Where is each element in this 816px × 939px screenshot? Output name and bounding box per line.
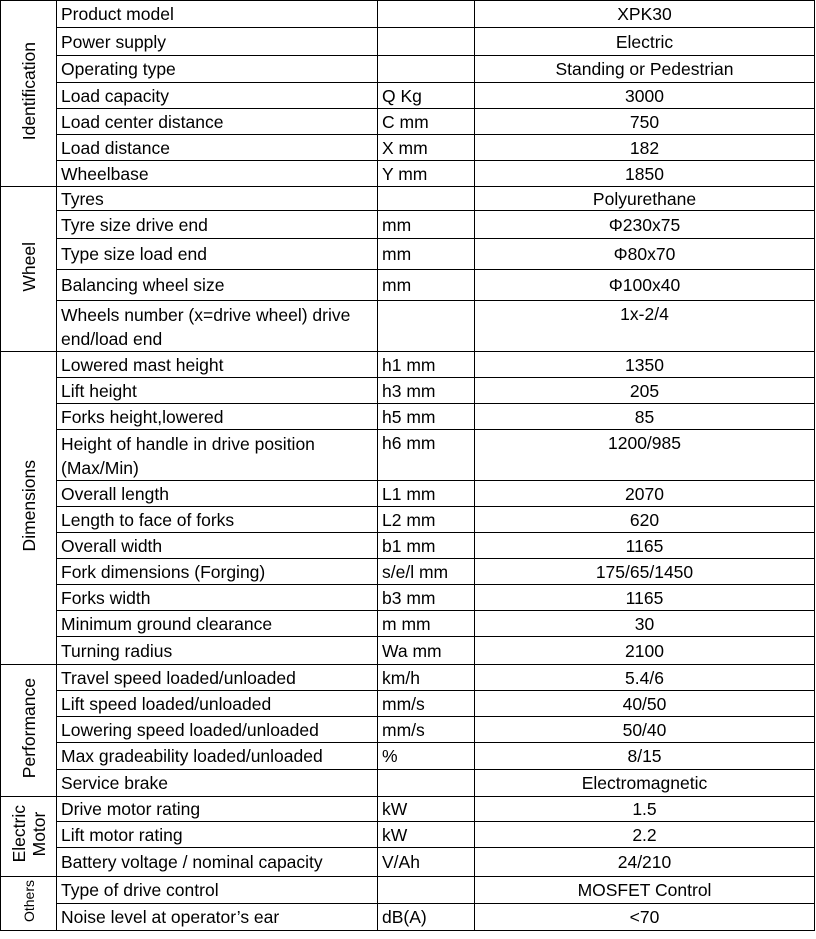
table-row — [1, 904, 815, 931]
spec-unit: mm — [378, 211, 475, 239]
spec-value: 50/40 — [475, 717, 815, 743]
spec-unit: h1 mm — [378, 352, 475, 378]
spec-unit: dB(A) — [378, 904, 475, 931]
spec-unit: % — [378, 743, 475, 770]
spec-unit: X mm — [378, 135, 475, 161]
spec-value: Polyurethane — [475, 187, 815, 211]
section-identification — [1, 1, 57, 187]
spec-name: Max gradeability loaded/unloaded — [57, 743, 378, 770]
section-label: Identification — [18, 41, 39, 141]
table-row — [1, 877, 815, 904]
table-row — [1, 56, 815, 83]
table-row — [1, 404, 815, 430]
spec-unit — [378, 56, 475, 83]
section-performance — [1, 665, 57, 797]
table-row — [1, 533, 815, 559]
table-row — [1, 665, 815, 691]
section-others — [1, 877, 57, 931]
spec-name: Lift speed loaded/unloaded — [57, 691, 378, 717]
spec-name: Lowered mast height — [57, 352, 378, 378]
spec-value: 85 — [475, 404, 815, 430]
table-row — [1, 211, 815, 239]
spec-unit: Q Kg — [378, 83, 475, 109]
spec-name: Type of drive control — [57, 877, 378, 904]
spec-unit: L2 mm — [378, 507, 475, 533]
table-row — [1, 1, 815, 28]
table-row — [1, 585, 815, 611]
spec-value: <70 — [475, 904, 815, 931]
spec-value: 175/65/1450 — [475, 559, 815, 585]
spec-name: Product model — [57, 1, 378, 28]
spec-name: Tyres — [57, 187, 378, 211]
table-row — [1, 691, 815, 717]
spec-unit — [378, 770, 475, 797]
section-electric-motor — [1, 797, 57, 877]
table-row — [1, 270, 815, 301]
spec-value: 1350 — [475, 352, 815, 378]
table-row — [1, 378, 815, 404]
spec-unit: Wa mm — [378, 637, 475, 665]
table-row — [1, 770, 815, 797]
spec-name: Forks height,lowered — [57, 404, 378, 430]
table-row — [1, 28, 815, 56]
table-row — [1, 717, 815, 743]
spec-unit — [378, 1, 475, 28]
spec-name: Wheelbase — [57, 161, 378, 187]
section-label-line: Electric — [8, 805, 29, 863]
spec-value: XPK30 — [475, 1, 815, 28]
table-row — [1, 83, 815, 109]
spec-name: Lowering speed loaded/unloaded — [57, 717, 378, 743]
table-row — [1, 187, 815, 211]
spec-unit: kW — [378, 822, 475, 848]
spec-value: 1x-2/4 — [475, 301, 815, 352]
spec-name: Service brake — [57, 770, 378, 797]
table-row — [1, 848, 815, 877]
spec-value: 182 — [475, 135, 815, 161]
spec-name: Battery voltage / nominal capacity — [57, 848, 378, 877]
section-label-line: Motor — [28, 811, 49, 857]
spec-unit: mm — [378, 270, 475, 301]
section-label: Dimensions — [18, 459, 39, 552]
spec-name: Height of handle in drive position (Max/Min) — [57, 430, 378, 481]
spec-value: 2100 — [475, 637, 815, 665]
spec-value: 1850 — [475, 161, 815, 187]
spec-unit — [378, 301, 475, 352]
spec-value: 24/210 — [475, 848, 815, 877]
spec-unit — [378, 28, 475, 56]
spec-name: Drive motor rating — [57, 797, 378, 822]
spec-name: Wheels number (x=drive wheel) drive end/load end — [57, 301, 378, 352]
spec-value: Electric — [475, 28, 815, 56]
spec-unit: L1 mm — [378, 481, 475, 507]
section-label: Performance — [18, 677, 39, 779]
spec-name: Overall length — [57, 481, 378, 507]
spec-value: 3000 — [475, 83, 815, 109]
spec-unit — [378, 187, 475, 211]
section-label: Wheel — [18, 241, 39, 292]
section-label: Others — [20, 879, 37, 922]
spec-unit: h5 mm — [378, 404, 475, 430]
spec-unit: h6 mm — [378, 430, 475, 481]
spec-unit: b1 mm — [378, 533, 475, 559]
spec-unit: m mm — [378, 611, 475, 637]
spec-value: Φ100x40 — [475, 270, 815, 301]
table-row — [1, 743, 815, 770]
spec-unit: s/e/l mm — [378, 559, 475, 585]
table-row — [1, 507, 815, 533]
spec-name: Lift height — [57, 378, 378, 404]
spec-name: Minimum ground clearance — [57, 611, 378, 637]
spec-value: 205 — [475, 378, 815, 404]
table-row — [1, 611, 815, 637]
spec-name: Balancing wheel size — [57, 270, 378, 301]
spec-unit: mm — [378, 239, 475, 270]
spec-name: Tyre size drive end — [57, 211, 378, 239]
spec-unit — [378, 877, 475, 904]
spec-value: 40/50 — [475, 691, 815, 717]
spec-name: Noise level at operator’s ear — [57, 904, 378, 931]
table-row — [1, 239, 815, 270]
section-dimensions — [1, 352, 57, 665]
spec-name: Load capacity — [57, 83, 378, 109]
spec-unit: km/h — [378, 665, 475, 691]
spec-value: 1165 — [475, 585, 815, 611]
spec-name: Overall width — [57, 533, 378, 559]
spec-value: 5.4/6 — [475, 665, 815, 691]
spec-value: Standing or Pedestrian — [475, 56, 815, 83]
spec-value: 750 — [475, 109, 815, 135]
table-row — [1, 352, 815, 378]
spec-value: 1165 — [475, 533, 815, 559]
spec-value: MOSFET Control — [475, 877, 815, 904]
spec-value: 2070 — [475, 481, 815, 507]
section-label — [9, 805, 49, 862]
spec-value: 2.2 — [475, 822, 815, 848]
section-wheel — [1, 187, 57, 352]
spec-value: Φ80x70 — [475, 239, 815, 270]
spec-value: 620 — [475, 507, 815, 533]
spec-unit: h3 mm — [378, 378, 475, 404]
table-row — [1, 637, 815, 665]
spec-name: Load distance — [57, 135, 378, 161]
table-row — [1, 430, 815, 481]
spec-unit: V/Ah — [378, 848, 475, 877]
spec-name: Length to face of forks — [57, 507, 378, 533]
spec-value: 30 — [475, 611, 815, 637]
spec-name: Forks width — [57, 585, 378, 611]
table-row — [1, 161, 815, 187]
spec-name: Power supply — [57, 28, 378, 56]
spec-value: Φ230x75 — [475, 211, 815, 239]
spec-unit: mm/s — [378, 717, 475, 743]
spec-name: Type size load end — [57, 239, 378, 270]
table-row — [1, 797, 815, 822]
spec-name: Load center distance — [57, 109, 378, 135]
spec-unit: b3 mm — [378, 585, 475, 611]
spec-unit: Y mm — [378, 161, 475, 187]
spec-value: 1.5 — [475, 797, 815, 822]
spec-name: Fork dimensions (Forging) — [57, 559, 378, 585]
spec-value: 8/15 — [475, 743, 815, 770]
spec-unit: mm/s — [378, 691, 475, 717]
spec-name: Operating type — [57, 56, 378, 83]
table-row — [1, 301, 815, 352]
table-row — [1, 559, 815, 585]
spec-unit: kW — [378, 797, 475, 822]
table-row — [1, 109, 815, 135]
table-row — [1, 822, 815, 848]
spec-name: Travel speed loaded/unloaded — [57, 665, 378, 691]
spec-name: Turning radius — [57, 637, 378, 665]
spec-value: 1200/985 — [475, 430, 815, 481]
spec-name: Lift motor rating — [57, 822, 378, 848]
spec-unit: C mm — [378, 109, 475, 135]
table-row — [1, 135, 815, 161]
table-row — [1, 481, 815, 507]
spec-value: Electromagnetic — [475, 770, 815, 797]
